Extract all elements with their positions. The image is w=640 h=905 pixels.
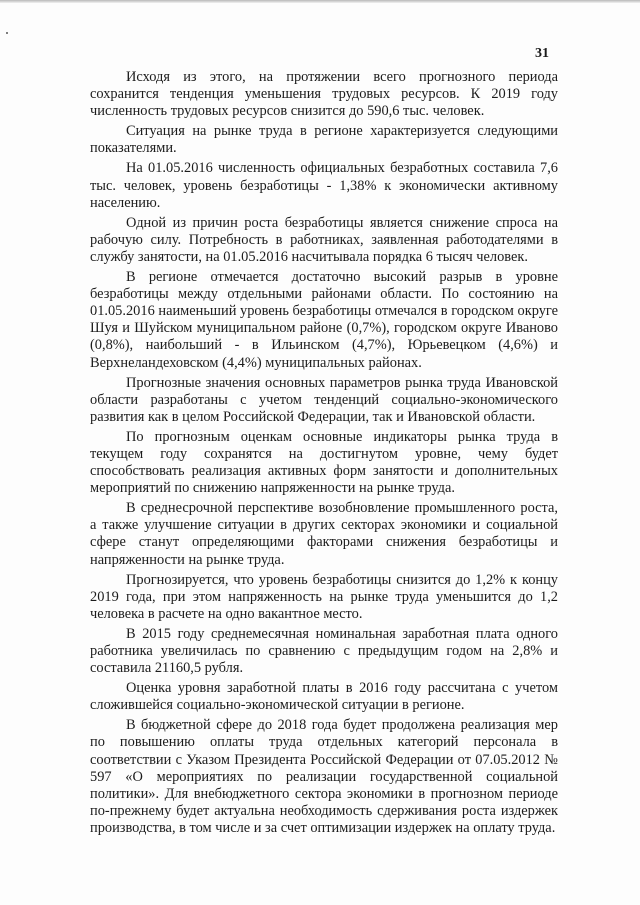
body-text — [90, 69, 558, 840]
paragraph-budget-sector: В бюджетной сфере до 2018 года будет продолжена реализация мер по повышению оплаты труда отдельных категорий персонала в соответствии с Указом Президента Российской Федерации от 07.05.2012 № 597 «О мероприятиях по реализации государственной социальной политики». Для внебюджетного сектора экономики в прогнозном периоде по-прежнему будет актуальна необходимость сдерживания роста издержек производства, в том числе и за счет оптимизации издержек на оплату труда. — [90, 717, 558, 836]
scan-edge — [0, 0, 640, 3]
scan-speck — [6, 32, 8, 34]
paragraph-district-gap: В регионе отмечается достаточно высокий разрыв в уровне безработицы между отдельными районами области. По состоянию на 01.05.2016 наименьший уровень безработицы отмечался в городском округе Шуя и Шуйском муниципальном районе (0,7%), городском округе Иваново (0,8%), наибольший - в Ильинском (4,7%), Юрьевецком (4,6%) и Верхнеландеховском (4,4%) муниципальных районах. — [90, 269, 558, 371]
page-number: 31 — [535, 46, 549, 61]
paragraph-demand-decline: Одной из причин роста безработицы является снижение спроса на рабочую силу. Потребность в работниках, заявленная работодателями в службу занятости, на 01.05.2016 насчитывала порядка 6 тысяч человек. — [90, 214, 558, 265]
paragraph-unemployment-forecast: Прогнозируется, что уровень безработицы снизится до 1,2% к концу 2019 года, при этом напряженность на рынке труда уменьшится до 1,2 человека в расчете на одно вакантное место. — [90, 571, 558, 622]
paragraph-wages-2015: В 2015 году среднемесячная номинальная заработная плата одного работника увеличилась по сравнению с предыдущим годом на 2,8% и составила 21160,5 рубля. — [90, 625, 558, 677]
paragraph-labor-resources: Исходя из этого, на протяжении всего прогнозного периода сохранится тенденция уменьшения трудовых ресурсов. К 2019 году численность трудовых ресурсов снизится до 590,6 тыс. человек. — [90, 69, 558, 120]
paragraph-unemployed-count: На 01.05.2016 численность официальных безработных составила 7,6 тыс. человек, уровень безработицы - 1,38% к экономически активному населению. — [90, 160, 558, 211]
paragraph-medium-term-outlook: В среднесрочной перспективе возобновление промышленного роста, а также улучшение ситуации в других секторах экономики и социальной сфере станут определяющими факторами снижения безработицы и напряженности на рынке труда. — [90, 500, 558, 568]
paragraph-current-year-indicators: По прогнозным оценкам основные индикаторы рынка труда в текущем году сохранятся на достигнутом уровне, чему будет способствовать реализация активных форм занятости и дополнительных мероприятий по снижению напряженности на рынке труда. — [90, 428, 558, 497]
paragraph-labor-market-intro: Ситуация на рынке труда в регионе характеризуется следующими показателями. — [90, 123, 558, 157]
paragraph-wages-2016: Оценка уровня заработной платы в 2016 году рассчитана с учетом сложившейся социально-экономической ситуации в регионе. — [90, 680, 558, 714]
paragraph-forecast-basis: Прогнозные значения основных параметров рынка труда Ивановской области разработаны с учетом тенденций социально-экономического развития как в целом Российской Федерации, так и Ивановской области. — [90, 374, 558, 425]
